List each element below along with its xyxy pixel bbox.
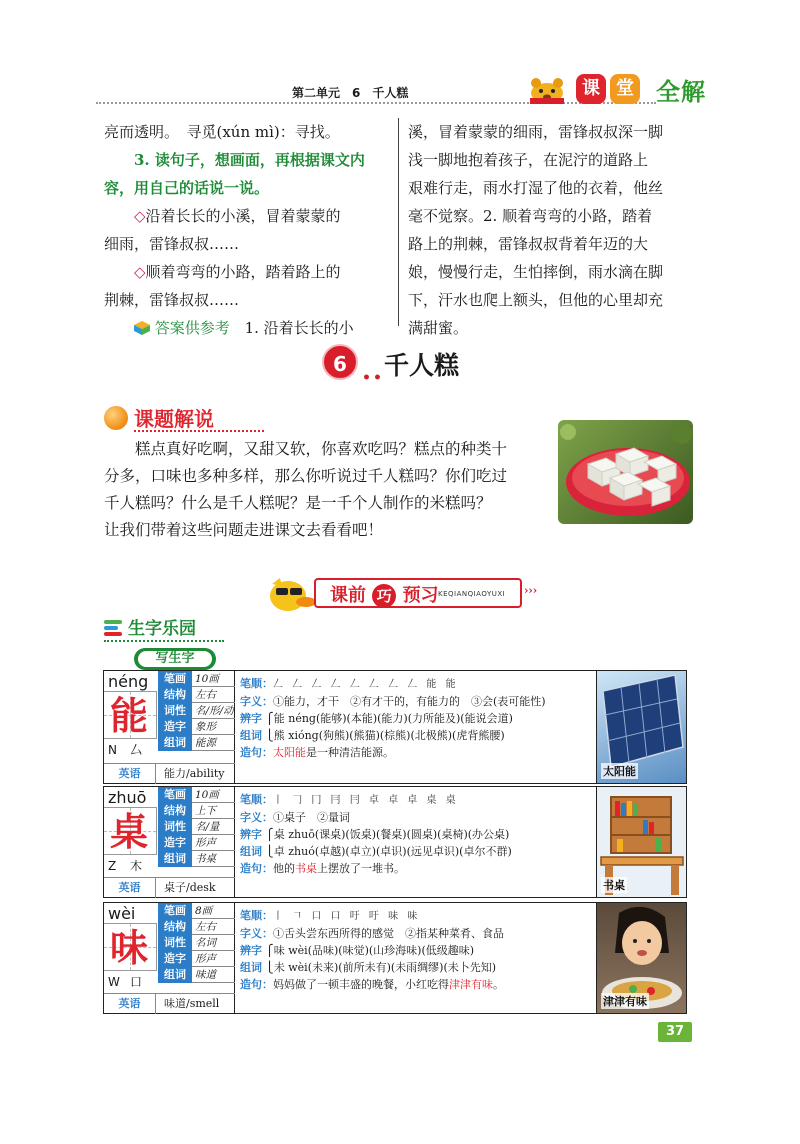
- bianzi-line: 熊 xióng(狗熊)(熊猫)(棕熊)(北极熊)(虎背熊腰): [273, 729, 505, 742]
- prop-value: 能源: [195, 737, 216, 749]
- char-info-panel: [104, 787, 235, 897]
- section-underline: [104, 640, 224, 642]
- sentence-label: 造句：: [240, 746, 273, 759]
- stroke-order: 𠃋 𠃋 𠃋 𠃋 𠃋 𠃋 𠃋 𠃋 能 能: [273, 679, 459, 690]
- prop-value: 象形: [195, 721, 216, 733]
- prop-row: [158, 787, 235, 803]
- sentence-highlight: 书桌: [295, 862, 317, 875]
- meaning-label: 字义：: [240, 927, 273, 940]
- prop-label: 造字: [158, 951, 192, 967]
- brand-word: 全解: [656, 78, 706, 106]
- lesson-number: 6: [322, 344, 358, 380]
- bianzi-line: 能 néng(能够)(本能)(能力)(力所能及)(能说会道): [273, 712, 513, 725]
- answer-text: 1. 沿着长长的小: [244, 319, 354, 337]
- desk-image: [596, 787, 686, 897]
- text-line: 让我们带着这些问题走进课文去看看吧！: [104, 521, 384, 539]
- prop-value: 名/形/动: [195, 705, 234, 717]
- prop-row: [158, 951, 235, 967]
- stroke-order: 丨 𠃍 口 口 吁 吁 味 味: [273, 911, 421, 922]
- banner-pinyin: KEQIANQIAOYUXI: [438, 590, 506, 598]
- text-line: 娘，慢慢行走，生怕摔倒，雨水滴在脚: [408, 263, 664, 281]
- prop-label: 词性: [158, 819, 192, 835]
- bianzi-line: 未 wèi(未来)(前所未有)(未雨绸缪)(未卜先知): [273, 961, 497, 974]
- sentence-label: 造句：: [240, 862, 273, 875]
- prop-label: 组词: [158, 735, 192, 751]
- prop-label: 笔画: [158, 671, 192, 687]
- pinyin: zhuō: [108, 788, 147, 807]
- banner-qiao: 巧: [372, 584, 396, 608]
- meaning: ①舌头尝东西所得的感觉 ②指某种菜肴、食品: [273, 927, 504, 940]
- index-letter: N: [108, 743, 117, 757]
- rice-cake-image: [558, 420, 693, 524]
- meaning-label: 字义：: [240, 695, 273, 708]
- sentence-pre: 妈妈做了一顿丰盛的晚餐，小红吃得: [273, 978, 449, 991]
- prop-row: [158, 919, 235, 935]
- english-row: [104, 993, 235, 1013]
- index-row: [108, 973, 152, 990]
- english-value: 桌子/desk: [164, 881, 216, 894]
- sentence-highlight: 津津有味: [449, 978, 493, 991]
- brand-char-2: 堂: [610, 74, 640, 104]
- brand-char-1: 课: [576, 74, 606, 104]
- sentence-highlight: 太阳能: [273, 746, 306, 759]
- prop-label: 词性: [158, 703, 192, 719]
- prop-label: 笔画: [158, 787, 192, 803]
- solar-panel-image: [596, 671, 686, 783]
- zuci-label: 组词: [240, 961, 262, 974]
- girl-eating-image: [596, 903, 686, 1013]
- prop-row: [158, 719, 235, 735]
- prop-label: 组词: [158, 967, 192, 983]
- section-header-topic: [104, 402, 264, 432]
- prop-row: [158, 803, 235, 819]
- english-label: 英语: [104, 878, 156, 898]
- prop-row: [158, 735, 235, 751]
- text-line: 毫不觉察。2. 顺着弯弯的小路，踏着: [408, 207, 653, 225]
- prop-value: 8画: [195, 905, 213, 917]
- section-header-characters: [104, 614, 224, 670]
- prop-label: 结构: [158, 687, 192, 703]
- prop-label: 结构: [158, 803, 192, 819]
- strokes-label: 笔顺：: [240, 909, 273, 922]
- pinyin: wèi: [108, 904, 136, 923]
- bianzi-line: 桌 zhuō(课桌)(饭桌)(餐桌)(圆桌)(桌椅)(办公桌): [273, 828, 510, 841]
- sentence-label: 造句：: [240, 978, 273, 991]
- char-card-zhuo: [103, 786, 687, 898]
- zuci-label: 组词: [240, 729, 262, 742]
- bianzi-line: 卓 zhuó(卓越)(卓立)(卓识)(远见卓识)(卓尔不群): [273, 845, 512, 858]
- index-letter: W: [108, 975, 120, 989]
- question-line: 容，用自己的话说一说。: [104, 179, 270, 197]
- bianzi-line: 味 wèi(品味)(味觉)(山珍海味)(低级趣味): [273, 944, 475, 957]
- english-row: [104, 877, 235, 897]
- text-line: 路上的荆棘，雷锋叔叔背着年迈的大: [408, 235, 649, 253]
- english-value: 味道/smell: [164, 997, 220, 1010]
- header-title: 第二单元 6 千人糕: [292, 86, 409, 100]
- char-info-panel: [104, 903, 235, 1013]
- radical: 木: [130, 859, 143, 873]
- brand-logo: [526, 70, 726, 106]
- text-line: 满甜蜜。: [408, 319, 469, 337]
- prop-value: 左右: [195, 689, 216, 701]
- top-left-column: [104, 118, 365, 342]
- banner-title: [330, 581, 439, 608]
- answer-label: 答案供参考: [154, 319, 230, 337]
- char-details: 笔顺：𠃋 𠃋 𠃋 𠃋 𠃋 𠃋 𠃋 𠃋 能 能 字义：①能力，才干 ②有才干的，有能力的 ③会(表可能性) 辨字 ⎧能 néng(能够)(本能)(能力)(力所能及)(能说会道) 组词 ⎩熊 xióng(狗熊)(熊猫)(棕熊)(北极熊)(虎背熊腰) 造句：太阳能是一种清洁能源。: [240, 677, 546, 759]
- prop-label: 词性: [158, 935, 192, 951]
- prop-value: 味道: [195, 969, 216, 981]
- prop-value: 书桌: [195, 853, 216, 865]
- char-details: 笔顺：丨 𠃍 口 口 吁 吁 味 味 字义：①舌头尝东西所得的感觉 ②指某种菜肴、食品 辨字 ⎧味 wèi(品味)(味觉)(山珍海味)(低级趣味) 组词 ⎩未 wèi(未来)(前所未有)(未雨绸缪)(未卜先知) 造句：妈妈做了一顿丰盛的晚餐，小红吃得津津有味。: [240, 909, 504, 991]
- page-number: 37: [658, 1022, 692, 1042]
- duck-mascot-icon: [260, 574, 316, 614]
- banner-box: [314, 578, 522, 608]
- text-line: 分多，口味也多种多样，那么你听说过千人糕吗？你们吃过: [104, 467, 508, 485]
- prop-label: 造字: [158, 719, 192, 735]
- column-divider: [398, 118, 399, 326]
- prop-value: 左右: [195, 921, 216, 933]
- strokes-label: 笔顺：: [240, 793, 273, 806]
- char-properties: [158, 903, 235, 983]
- prop-value: 形声: [195, 953, 216, 965]
- english-label: 英语: [104, 994, 156, 1014]
- image-caption: 太阳能: [603, 765, 636, 778]
- text-line: 浅一脚地抱着孩子，在泥泞的道路上: [408, 151, 649, 169]
- big-character: 味: [110, 925, 149, 970]
- text-line: 溪，冒着蒙蒙的细雨，雷锋叔叔深一脚: [408, 123, 664, 141]
- section-title: 课题解说: [134, 407, 214, 431]
- section-title: 生字乐园: [128, 619, 196, 639]
- prop-value: 形声: [195, 837, 216, 849]
- prop-row: [158, 687, 235, 703]
- char-properties: [158, 787, 235, 867]
- bianzi-label: 辨字: [240, 828, 262, 841]
- banner-text-2: 预习: [402, 585, 439, 606]
- prop-label: 组词: [158, 851, 192, 867]
- preview-banner: [260, 574, 540, 614]
- text-line: 亮而透明。 寻觅(xún mì)：寻找。: [104, 123, 340, 141]
- bianzi-label: 辨字: [240, 944, 262, 957]
- prop-row: [158, 935, 235, 951]
- prop-row: [158, 703, 235, 719]
- prop-value: 10画: [195, 673, 219, 685]
- prop-row: [158, 903, 235, 919]
- prop-row: [158, 835, 235, 851]
- orange-icon: [104, 406, 128, 430]
- sentence-rest: 。: [493, 978, 504, 991]
- stroke-order: 丨 𠃌 冂 冃 冃 卓 卓 卓 桌 桌: [273, 795, 459, 806]
- prop-value: 10画: [195, 789, 219, 801]
- question-line: 3. 读句子，想画面，再根据课文内: [134, 151, 365, 169]
- banner-arrows: ›››: [524, 584, 538, 597]
- bars-icon: [104, 620, 124, 638]
- lesson-title: 千人糕: [384, 351, 460, 380]
- text-line: 下，汗水也爬上额头，但他的心里却充: [408, 291, 664, 309]
- english-value: 能力/ability: [164, 767, 225, 780]
- intro-paragraph: [104, 436, 549, 544]
- bear-mascot-icon: [526, 76, 568, 104]
- prop-value: 名词: [195, 937, 216, 949]
- text-line: 细雨，雷锋叔叔……: [104, 235, 240, 253]
- rice-cake-illustration: [558, 420, 693, 524]
- image-caption: 津津有味: [603, 995, 647, 1008]
- prop-value: 上下: [195, 805, 216, 817]
- english-row: [104, 763, 235, 783]
- prop-value: 名/量: [195, 821, 220, 833]
- big-character: 桌: [110, 809, 149, 854]
- meaning-label: 字义：: [240, 811, 273, 824]
- strokes-label: 笔顺：: [240, 677, 273, 690]
- prop-row: [158, 819, 235, 835]
- prop-row: [158, 967, 235, 983]
- text-line: 艰难行走，雨水打湿了他的衣着，他丝: [408, 179, 664, 197]
- prop-label: 结构: [158, 919, 192, 935]
- image-caption: 书桌: [603, 879, 625, 892]
- char-card-neng: [103, 670, 687, 784]
- prop-label: 笔画: [158, 903, 192, 919]
- index-row: [108, 741, 152, 758]
- sentence-rest: 上摆放了一堆书。: [317, 862, 405, 875]
- english-label: 英语: [104, 764, 156, 784]
- diamond-bullet-icon: ◇: [134, 207, 146, 225]
- text-line: 顺着弯弯的小路，踏着路上的: [145, 263, 341, 281]
- zuci-label: 组词: [240, 845, 262, 858]
- pill-label: 写生字: [138, 651, 212, 667]
- prop-row: [158, 671, 235, 687]
- meaning: ①桌子 ②量词: [273, 811, 350, 824]
- prop-row: [158, 851, 235, 867]
- text-line: 沿着长长的小溪，冒着蒙蒙的: [145, 207, 341, 225]
- char-properties: [158, 671, 235, 751]
- banner-text-1: 课前: [330, 585, 366, 606]
- bianzi-label: 辨字: [240, 712, 262, 725]
- char-card-wei: [103, 902, 687, 1014]
- lesson-dots: ••: [362, 370, 384, 386]
- char-info-panel: [104, 671, 235, 783]
- prop-label: 造字: [158, 835, 192, 851]
- write-chars-pill: [134, 648, 216, 670]
- diamond-bullet-icon: ◇: [134, 263, 146, 281]
- section-underline: [134, 430, 264, 432]
- cube-icon: [134, 321, 150, 335]
- text-line: 千人糕吗？什么是千人糕呢？是一千个人制作的米糕吗？: [104, 494, 492, 512]
- top-right-column: [408, 118, 663, 342]
- sentence-rest: 是一种清洁能源。: [306, 746, 394, 759]
- radical: 口: [130, 975, 143, 989]
- big-character: 能: [110, 693, 149, 738]
- sentence-pre: 他的: [273, 862, 295, 875]
- pinyin: néng: [108, 672, 149, 691]
- index-row: [108, 857, 152, 874]
- text-line: 糕点真好吃啊，又甜又软，你喜欢吃吗？糕点的种类十: [135, 440, 508, 458]
- char-details: 笔顺：丨 𠃌 冂 冃 冃 卓 卓 卓 桌 桌 字义：①桌子 ②量词 辨字 ⎧桌 zhuō(课桌)(饭桌)(餐桌)(圆桌)(桌椅)(办公桌) 组词 ⎩卓 zhuó(卓越)(卓立)(卓识)(远见卓识)(卓尔不群) 造句：他的书桌上摆放了一堆书。: [240, 793, 512, 875]
- meaning: ①能力，才干 ②有才干的，有能力的 ③会(表可能性): [273, 695, 546, 708]
- radical: 厶: [130, 743, 143, 757]
- index-letter: Z: [108, 859, 117, 873]
- text-line: 荆棘，雷锋叔叔……: [104, 291, 240, 309]
